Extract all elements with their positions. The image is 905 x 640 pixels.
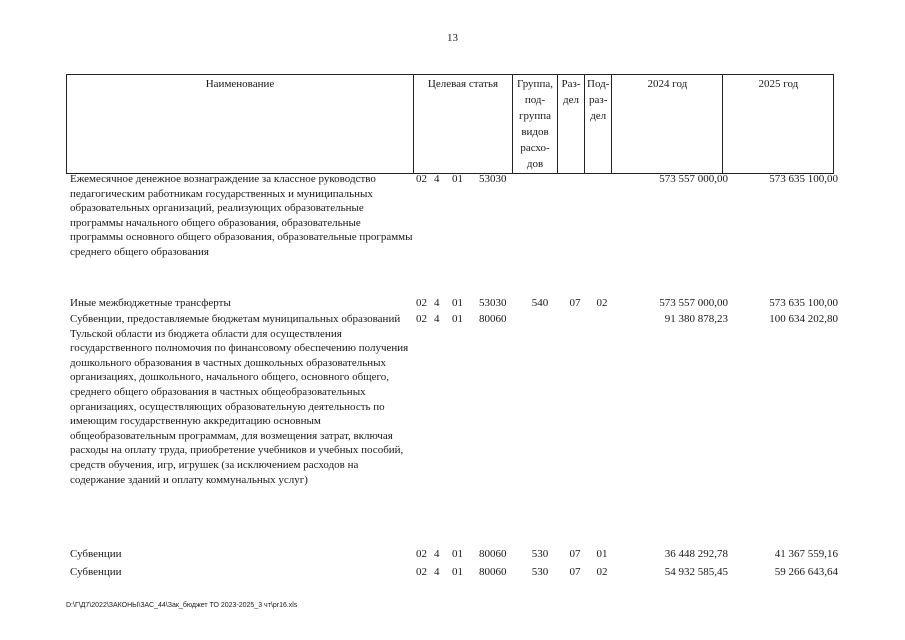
code-2: 4: [434, 297, 440, 309]
group-code: 530: [531, 548, 549, 560]
code-2: 4: [434, 313, 440, 325]
code-4: 80060: [479, 548, 507, 560]
amount-2025: 573 635 100,00: [769, 173, 838, 185]
code-4: 80060: [479, 566, 507, 578]
subsection-code: 01: [596, 548, 608, 560]
section-code: 07: [569, 566, 581, 578]
code-4: 53030: [479, 173, 507, 185]
page-number: 13: [447, 32, 458, 44]
header-target: Целевая статья: [414, 75, 513, 174]
group-code: 540: [531, 297, 549, 309]
amount-2024: 573 557 000,00: [659, 173, 728, 185]
row-name: Иные межбюджетные трансферты: [70, 297, 231, 309]
amount-2024: 54 932 585,45: [664, 566, 728, 578]
header-subsection: Под-раз-дел: [585, 75, 612, 174]
header-2024: 2024 год: [612, 75, 723, 174]
table-header: [66, 74, 834, 174]
code-3: 01: [452, 566, 463, 578]
section-code: 07: [569, 297, 581, 309]
row-name: Субвенции, предоставляемые бюджетам муниципальных образований Тульской области из бюджета области для осуществления государственного полномочия по финансовому обеспечению получения дошкольного образования в частных дошкольных образовательных организациях, дошкольного, начального общего, основного общего, среднего общего образования в частных общеобразовательных организациях, осуществляющих образовательную деятельность по имеющим государственную аккредитацию основным общеобразовательным программам, для возмещения затрат, включая расходы на оплату труда, приобретение учебников и учебных пособий, средств обучения, игр, игрушек (за исключением расходов на содержание зданий и оплату коммунальных услуг): [70, 313, 409, 486]
row-name: Ежемесячное денежное вознаграждение за классное руководство педагогическим работникам государственных и муниципальных образовательных организаций, реализующих образовательные программы начального общего образования, образовательные программы основного общего образования, образовательные программы среднего общего образования: [70, 173, 413, 258]
code-1: 02: [416, 173, 427, 185]
amount-2025: 41 367 559,16: [774, 548, 838, 560]
row-name: Субвенции: [70, 566, 122, 578]
amount-2024: 573 557 000,00: [659, 297, 728, 309]
code-3: 01: [452, 548, 463, 560]
subsection-code: 02: [596, 297, 608, 309]
amount-2024: 36 448 292,78: [664, 548, 728, 560]
code-2: 4: [434, 548, 440, 560]
amount-2025: 100 634 202,80: [769, 313, 838, 325]
code-4: 53030: [479, 297, 507, 309]
file-path-footer: D:\Г\Д7\2022\ЗАКОНЫ\ЗАС_44\Зак_бюджет ТО 2023-2025_3 чт\pr16.xls: [66, 602, 298, 609]
header-section: Раз-дел: [558, 75, 585, 174]
code-3: 01: [452, 173, 463, 185]
code-1: 02: [416, 548, 427, 560]
code-2: 4: [434, 566, 440, 578]
header-2025: 2025 год: [723, 75, 834, 174]
code-2: 4: [434, 173, 440, 185]
row-name: Субвенции: [70, 548, 122, 560]
subsection-code: 02: [596, 566, 608, 578]
section-code: 07: [569, 548, 581, 560]
header-group: Группа, под-группа видов расхо-дов: [513, 75, 558, 174]
header-name: Наименование: [67, 75, 414, 174]
amount-2025: 59 266 643,64: [774, 566, 838, 578]
code-3: 01: [452, 297, 463, 309]
code-4: 80060: [479, 313, 507, 325]
code-1: 02: [416, 566, 427, 578]
code-1: 02: [416, 297, 427, 309]
group-code: 530: [531, 566, 549, 578]
amount-2024: 91 380 878,23: [664, 313, 728, 325]
code-3: 01: [452, 313, 463, 325]
amount-2025: 573 635 100,00: [769, 297, 838, 309]
code-1: 02: [416, 313, 427, 325]
